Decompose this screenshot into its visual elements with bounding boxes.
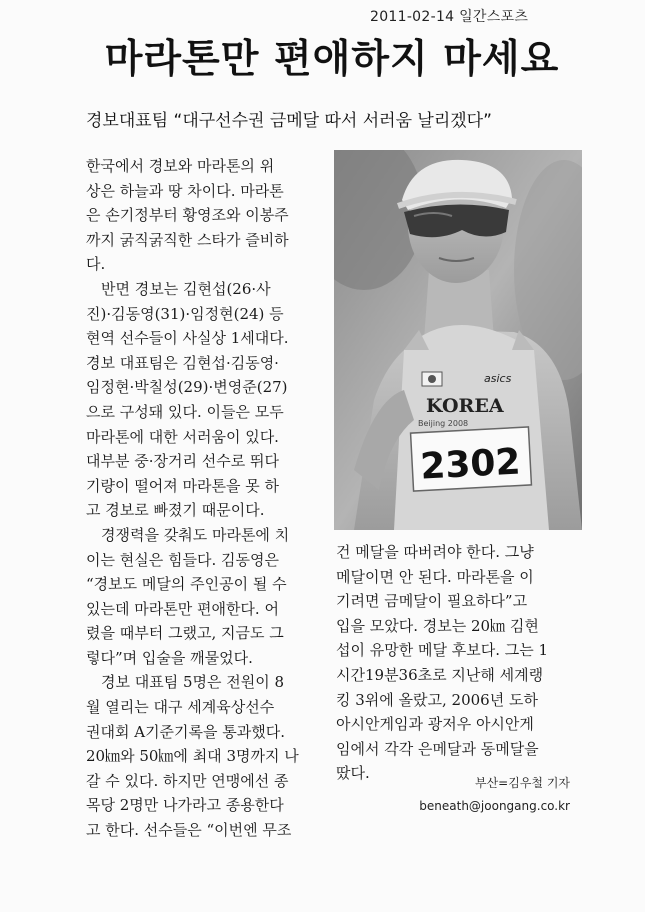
body-line: 한국에서 경보와 마라톤의 위 [86, 157, 275, 175]
body-line: 있는데 마라톤만 편애한다. 어 [86, 599, 279, 618]
body-line: 렸을 때부터 그랬고, 지금도 그 [86, 624, 284, 643]
body-line: 권대회 A기준기록을 통과했다. [86, 722, 286, 741]
body-line: 임에서 각각 은메달과 동메달을 [336, 739, 539, 758]
body-line: “경보도 메달의 주인공이 될 수 [86, 575, 287, 594]
body-line: 메달이면 안 된다. 마라톤을 이 [336, 567, 534, 586]
body-line: 입을 모았다. 경보는 20㎞ 김현 [336, 616, 539, 635]
body-line: 갈 수 있다. 하지만 연맹에선 종 [86, 771, 289, 790]
body-line: 경쟁력을 갖춰도 마라톤에 치 [86, 525, 290, 544]
body-line: 이는 현실은 힘들다. 김동영은 [86, 550, 279, 569]
body-line: 임정현·박칠성(29)·변영준(27) [86, 378, 288, 397]
body-line: 대부분 중·장거리 선수로 뛰다 [86, 452, 279, 471]
body-line: 고 경보로 빠졌기 때문이다. [86, 501, 265, 520]
body-line: 현역 선수들이 사실상 1세대다. [86, 329, 289, 348]
body-line: 킹 3위에 올랐고, 2006년 도하 [336, 690, 538, 709]
body-line: 경보 대표팀은 김현섭·김동영· [86, 353, 279, 372]
byline: 부산=김우철 기자 [474, 776, 570, 790]
body-line: 시간19분36초로 지난해 세계랭 [336, 665, 544, 684]
body-line: 기량이 떨어져 마라톤을 못 하 [86, 476, 279, 495]
body-line: 아시안게임과 광저우 아시안게 [336, 715, 534, 734]
athlete-photo [334, 150, 582, 530]
dateline: 2011-02-14 일간스포츠 [370, 9, 529, 25]
body-line: 렇다”며 입술을 깨물었다. [86, 648, 253, 667]
body-line: 으로 구성돼 있다. 이들은 모두 [86, 402, 284, 421]
event-mark: Beijing 2008 [418, 419, 469, 428]
jersey-country: KOREA [426, 395, 504, 417]
subhead: 경보대표팀 “대구선수권 금메달 따서 서러움 날리겠다” [86, 111, 492, 131]
headline: 마라톤만 편애하지 마세요 [104, 37, 560, 82]
body-line: 상은 하늘과 땅 차이다. 마라톤 [86, 181, 284, 200]
body-line: 땄다. [336, 764, 370, 783]
body-line: 다. [86, 255, 106, 274]
body-line: 20㎞와 50㎞에 최대 3명까지 나 [86, 747, 299, 766]
body-line: 까지 굵직굵직한 스타가 즐비하 [86, 230, 289, 249]
race-walker-image [334, 150, 582, 530]
body-line: 경보 대표팀 5명은 전원이 8 [86, 673, 285, 692]
body-line: 은 손기정부터 황영조와 이봉주 [86, 206, 289, 225]
body-line: 기려면 금메달이 필요하다”고 [336, 592, 528, 611]
article-column-left [86, 154, 324, 843]
article-column-right [336, 540, 576, 786]
bib-number: 2302 [419, 441, 522, 488]
body-line: 건 메달을 따버려야 한다. 그냥 [336, 543, 534, 561]
body-line: 반면 경보는 김현섭(26·사 [86, 279, 271, 298]
body-line: 고 한다. 선수들은 “이번엔 무조 [86, 821, 292, 840]
reporter-email: beneath@joongang.co.kr [419, 799, 570, 813]
body-line: 섭이 유망한 메달 후보다. 그는 1 [336, 641, 549, 660]
sponsor-logo: asics [484, 372, 512, 385]
body-line: 진)·김동영(31)·임정현(24) 등 [86, 304, 284, 323]
body-line: 마라톤에 대한 서러움이 있다. [86, 427, 279, 446]
body-line: 목당 2명만 나가라고 종용한다 [86, 796, 284, 815]
body-line: 월 열리는 대구 세계육상선수 [86, 698, 275, 717]
